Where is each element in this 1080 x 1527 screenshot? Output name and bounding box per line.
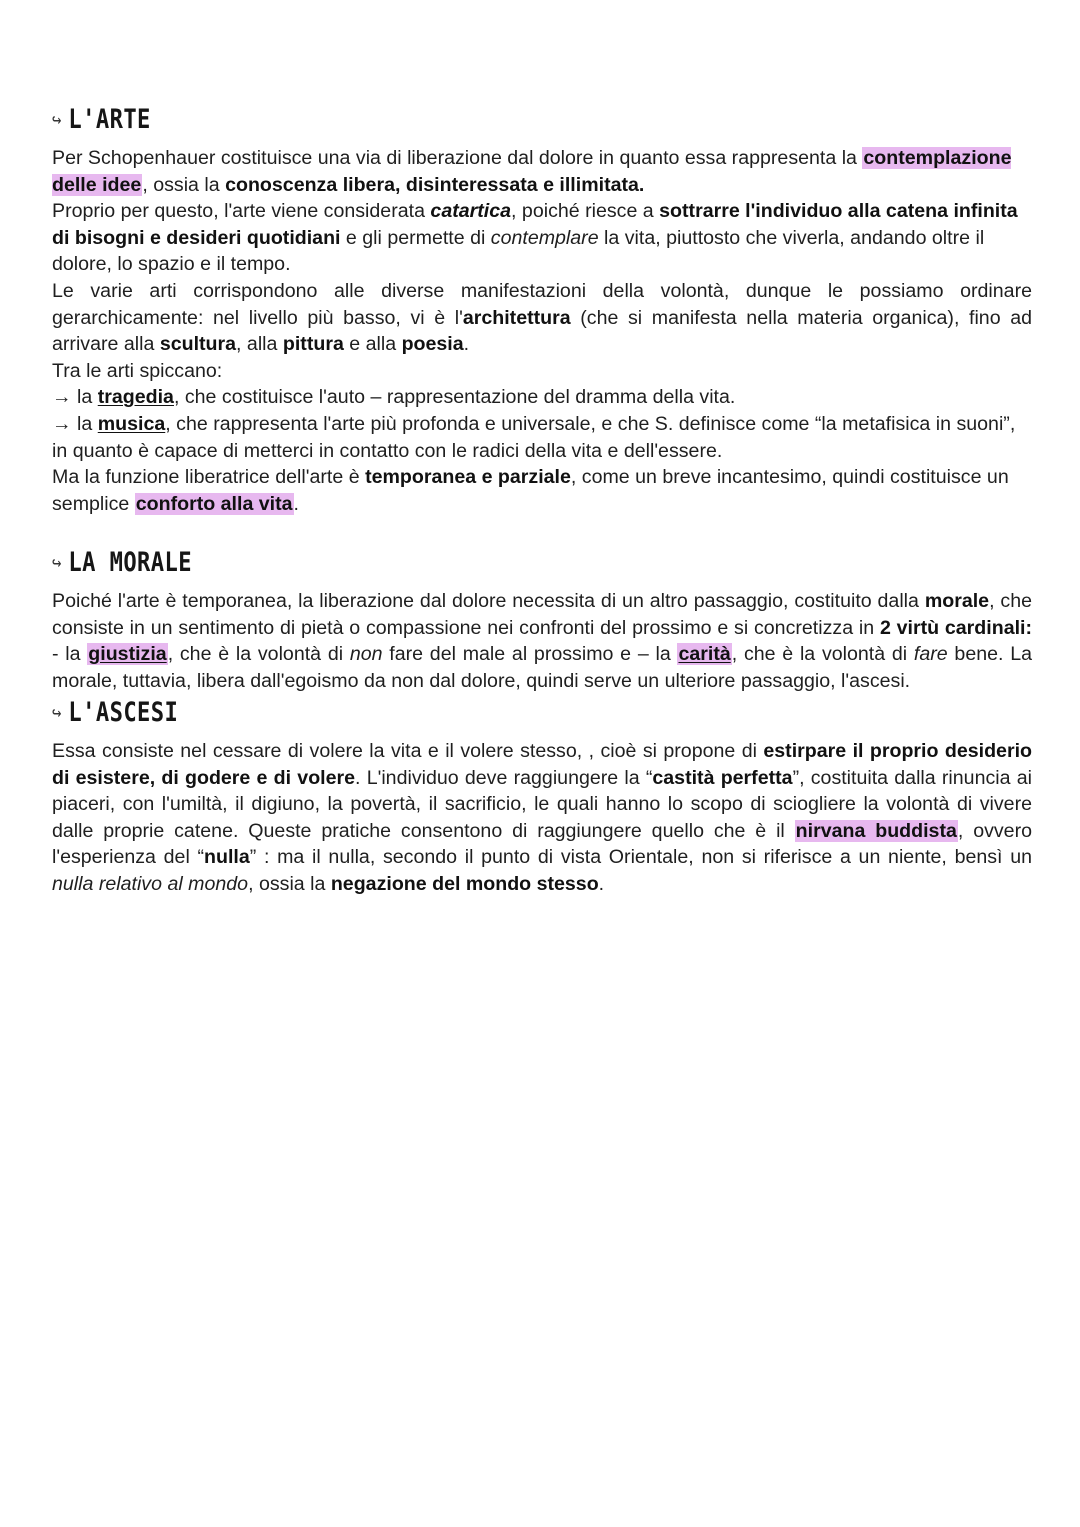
paragraph: Proprio per questo, l'arte viene considerata catartica, poiché riesce a sottrarre l'individuo alla catena infinita di bisogni e desideri quotidiani e gli permette di contemplare la vita, piuttosto che viverla, andando oltre il dolore, lo spazio e il tempo. bbox=[52, 200, 1018, 276]
paragraph: Per Schopenhauer costituisce una via di liberazione dal dolore in quanto essa rappresenta la contemplazione delle idee, ossia la conoscenza libera, disinteressata e illimitata. bbox=[52, 147, 1012, 196]
paragraph: Poiché l'arte è temporanea, la liberazione dal dolore necessita di un altro passaggio, costituito dalla morale, che consiste in un sentimento di pietà o compassione nei confronti del prossimo e si concretizza in 2 virtù cardinali: - la giustizia, che è la volontà di non fare del male al prossimo e – la carità, che è la volontà di fare bene. La morale, tuttavia, libera dall'egoismo da non dal dolore, quindi serve un ulteriore passaggio, l'ascesi. bbox=[52, 590, 1033, 692]
paragraph: Tra le arti spiccano: bbox=[52, 359, 223, 382]
paragraph: Le varie arti corrispondono alle diverse manifestazioni della volontà, dunque le possiamo ordinare gerarchicamente: nel livello più basso, vi è l'architettura (che si manifesta nella materia organica), fino ad arrivare alla scultura, alla pittura e alla poesia. bbox=[52, 279, 1032, 356]
highlighted-term: conforto alla vita bbox=[135, 492, 293, 515]
highlighted-term: carità bbox=[678, 643, 731, 666]
heading-text: LA MORALE bbox=[68, 547, 193, 578]
curved-arrow-icon: ↪ bbox=[52, 552, 62, 574]
highlighted-term: giustizia bbox=[88, 643, 167, 666]
list-item: → la musica, che rappresenta l'arte più profonda e universale, e che S. definisce come “la metafisica in suoni”, in quanto è capace di metterci in contatto con le radici della vita e dell'essere. bbox=[52, 412, 1016, 462]
paragraph: Essa consiste nel cessare di volere la vita e il volere stesso, , cioè si propone di estirpare il proprio desiderio di esistere, di godere e di volere. L'individuo deve raggiungere la “castità perfetta”, costituita dalla rinuncia ai piaceri, con l'umiltà, il digiuno, la povertà, il sacrificio, le quali hanno lo scopo di sciogliere la volontà di vivere dalle proprie catene. Queste pratiche consentono di raggiungere quello che è il nirvana buddista, ovvero l'esperienza del “nulla” : ma il nulla, secondo il punto di vista Orientale, non si riferisce a un niente, bensì un nulla relativo al mondo, ossia la negazione del mondo stesso. bbox=[52, 740, 1033, 895]
section-body-ascesi bbox=[52, 738, 1032, 898]
section-heading-ascesi bbox=[52, 697, 856, 729]
section-heading-morale bbox=[52, 547, 856, 579]
section-arte bbox=[52, 104, 1032, 517]
paragraph: Ma la funzione liberatrice dell'arte è temporanea e parziale, come un breve incantesimo, quindi costituisce un semplice conforto alla vita. bbox=[52, 466, 1009, 515]
curved-arrow-icon: ↪ bbox=[52, 109, 62, 131]
highlighted-term: nirvana buddista bbox=[795, 819, 957, 842]
highlighted-term: contemplazione delle idee bbox=[52, 147, 1012, 196]
curved-arrow-icon: ↪ bbox=[52, 702, 62, 724]
list-item: → la tragedia, che costituisce l'auto – rappresentazione del dramma della vita. bbox=[52, 386, 736, 409]
section-body-arte bbox=[52, 145, 1032, 517]
section-heading-arte bbox=[52, 104, 856, 136]
heading-text: L'ASCESI bbox=[68, 697, 179, 728]
heading-text: L'ARTE bbox=[68, 104, 151, 135]
section-morale bbox=[52, 547, 1032, 694]
section-body-morale bbox=[52, 588, 1032, 694]
section-ascesi bbox=[52, 697, 1032, 898]
